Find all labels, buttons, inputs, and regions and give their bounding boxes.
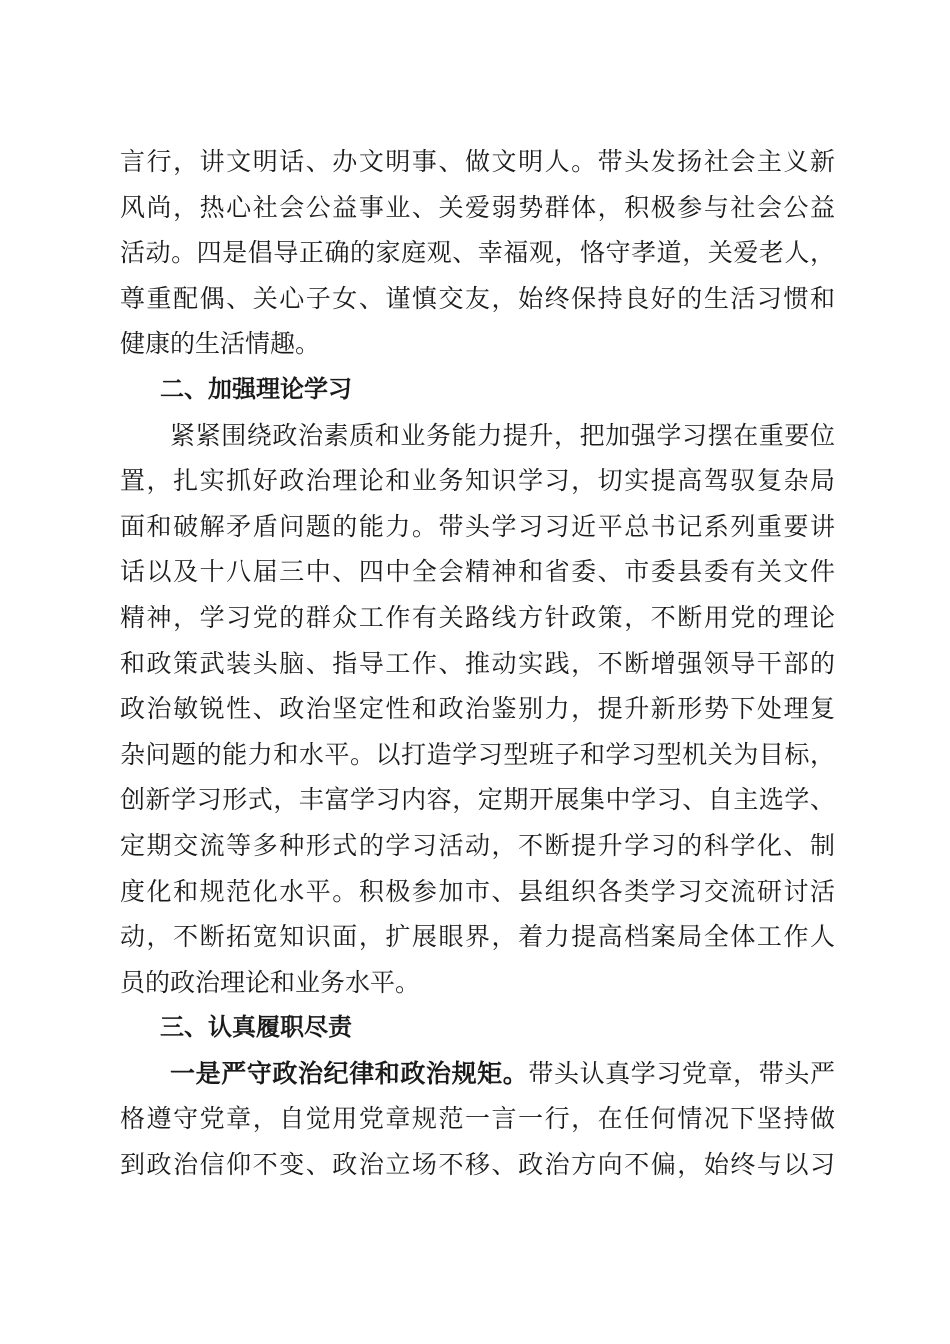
- para3-line-2: 格遵守党章，自觉用党章规范一言一行，在任何情况下坚持做: [120, 1104, 835, 1134]
- para2-line-12: 动，不断拓宽知识面，扩展眼界，着力提高档案局全体工作人: [120, 922, 835, 952]
- para2-line-2: 置，扎实抓好政治理论和业务知识学习，切实提高驾驭复杂局: [120, 466, 835, 496]
- para2-line-1: 紧紧围绕政治素质和业务能力提升，把加强学习摆在重要位: [170, 420, 835, 450]
- para2-line-10: 定期交流等多种形式的学习活动，不断提升学习的科学化、制: [120, 830, 835, 860]
- section-heading-2: 二、加强理论学习: [160, 374, 352, 403]
- para1-line-2: 风尚，热心社会公益事业、关爱弱势群体，积极参与社会公益: [120, 192, 835, 222]
- para1-line-4: 尊重配偶、关心子女、谨慎交友，始终保持良好的生活习惯和: [120, 283, 835, 313]
- para3-line-3: 到政治信仰不变、政治立场不移、政治方向不偏，始终与以习: [120, 1150, 835, 1180]
- para3-line-1: [120, 1051, 835, 1097]
- para2-line-7: 政治敏锐性、政治坚定性和政治鉴别力，提升新形势下处理复: [120, 694, 835, 724]
- para1-line-3: 活动。四是倡导正确的家庭观、幸福观，恪守孝道，关爱老人，: [120, 238, 835, 268]
- para2-line-13: 员的政治理论和业务水平。: [120, 967, 421, 997]
- document-body: [120, 139, 835, 1188]
- para1-line-1: 言行，讲文明话、办文明事、做文明人。带头发扬社会主义新: [120, 147, 835, 176]
- para3-bold-lead: 一是严守政治纪律和政治规矩。: [170, 1058, 529, 1088]
- para2-line-6: 和政策武装头脑、指导工作、推动实践，不断增强领导干部的: [120, 648, 835, 678]
- para2-line-9: 创新学习形式，丰富学习内容，定期开展集中学习、自主选学、: [120, 785, 835, 815]
- section-heading-3: 三、认真履职尽责: [160, 1013, 352, 1042]
- para2-line-11: 度化和规范化水平。积极参加市、县组织各类学习交流研讨活: [120, 876, 835, 906]
- para2-line-8: 杂问题的能力和水平。以打造学习型班子和学习型机关为目标，: [120, 739, 835, 769]
- para1-line-5: 健康的生活情趣。: [120, 329, 321, 359]
- para2-line-3: 面和破解矛盾问题的能力。带头学习习近平总书记系列重要讲: [120, 511, 835, 541]
- para2-line-4: 话以及十八届三中、四中全会精神和省委、市委县委有关文件: [120, 557, 835, 587]
- para2-line-5: 精神，学习党的群众工作有关路线方针政策，不断用党的理论: [120, 602, 835, 632]
- para3-line-1-rest: 带头认真学习党章，带头严: [528, 1058, 835, 1088]
